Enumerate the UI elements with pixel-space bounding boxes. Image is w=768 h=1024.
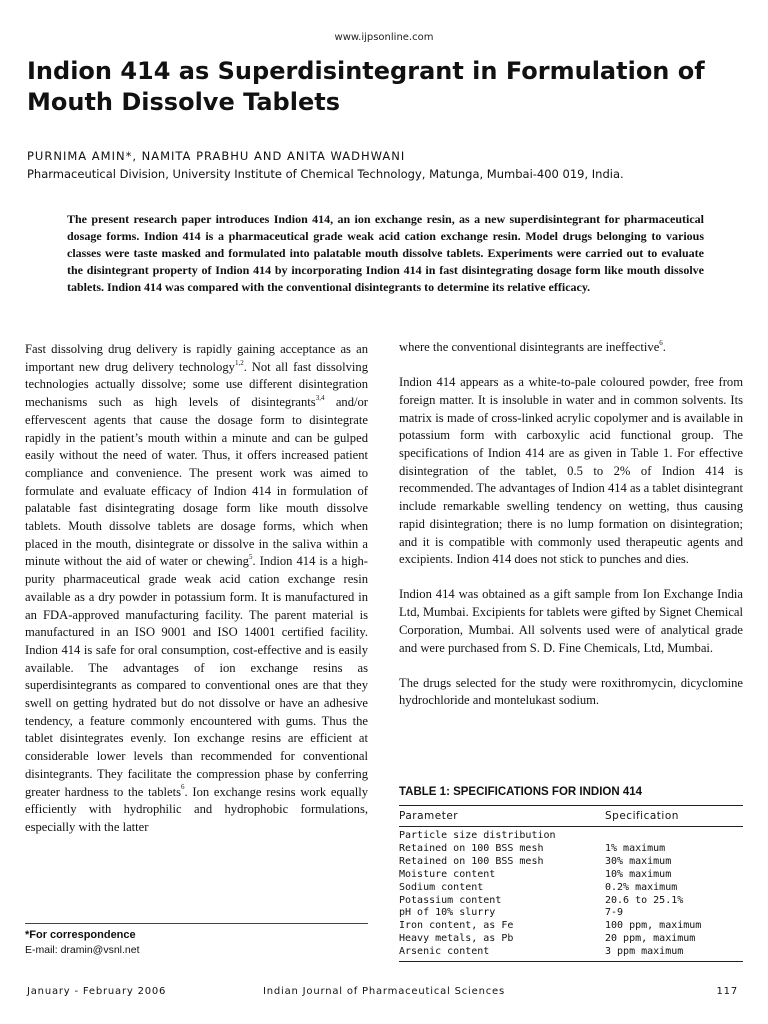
body-column-left [25, 341, 368, 837]
abstract: The present research paper introduces Indion 414, an ion exchange resin, as a new superdisintegrant for pharmaceutical dosage forms. Indion 414 is a pharmaceutical grade weak acid cation exchange resin. Model drugs belonging to various classes were taste masked and formulated into palatable mouth dissolve tablets. Experiments were carried out to evaluate the disintegrant property of Indion 414 by incorporating Indion 414 in fast disintegrating dosage form like mouth dissolve tablets. Indion 414 was compared with the conventional disintegrants to determine its relative efficacy. [67, 212, 704, 294]
body-paragraph: The drugs selected for the study were roxithromycin, dicyclomine hydrochloride and montelukast sodium. [399, 675, 743, 708]
table-row [399, 920, 743, 933]
table-cell: 30% maximum [605, 855, 672, 867]
table-header-row [399, 806, 743, 827]
citation-ref: 5 [248, 553, 253, 562]
table-row [399, 882, 743, 895]
table-cell: Heavy metals, as Pb [399, 933, 514, 945]
table-caption: TABLE 1: SPECIFICATIONS FOR INDION 414 [399, 786, 643, 798]
table-cell: pH of 10% slurry [399, 907, 496, 919]
table-row [399, 827, 743, 843]
author-affiliation: Pharmaceutical Division, University Institute of Chemical Technology, Matunga, Mumbai-400 019, India. [27, 167, 624, 181]
table-cell: Particle size distribution [399, 830, 556, 841]
correspondence-note [25, 923, 368, 956]
body-paragraph: Indion 414 appears as a white-to-pale coloured powder, free from foreign matter. It is insoluble in water and in common solvents. Its matrix is made of cross-linked acrylic copolymer and is available in potassium form with carboxylic acid functional group. The specifications of Indion 414 are as given in Table 1. For effective disintegration of the tablet, 0.5 to 2% of Indion 414 is recommended. The advantages of Indion 414 as a tablet disintegrant include remarkable swelling tendency on wetting, thus causing rapid disintegration; there is no lump formation on disintegration; and it is compatible with commonly used therapeutic agents and excipients. Indion 414 does not stick to punches and dies. [399, 375, 743, 567]
body-paragraph: Indion 414 was obtained as a gift sample from Ion Exchange India Ltd, Mumbai. Excipients for tablets were gifted by Signet Chemical Corporation, Mumbai. All solvents used were of analytical grade and were purchased from S. D. Fine Chemicals, Ltd, Mumbai. [399, 587, 743, 655]
table-row [399, 907, 743, 920]
body-text: Fast dissolving drug delivery is rapidly gaining acceptance as an important new drug delivery technology [25, 342, 368, 374]
table-cell [605, 827, 743, 843]
footer-journal-name: Indian Journal of Pharmaceutical Sciences [263, 986, 505, 997]
column-header-specification: Specification [605, 806, 743, 827]
table-cell: 20.6 to 25.1% [605, 894, 684, 906]
body-text: . Not all fast dissolving technologies actually dissolve; some use different disintegration mechanisms such as high levels of disintegrants [25, 359, 368, 410]
correspondence-label: *For correspondence [25, 929, 136, 941]
table-cell: 100 ppm, maximum [605, 920, 702, 932]
table-cell: Sodium content [399, 881, 484, 893]
article-title: Indion 414 as Superdisintegrant in Formulation of Mouth Dissolve Tablets [27, 57, 705, 116]
table-row [399, 946, 743, 961]
table-cell: 3 ppm maximum [605, 946, 743, 961]
table-row [399, 843, 743, 856]
citation-ref: 3,4 [315, 393, 325, 402]
body-column-right [399, 339, 743, 710]
table-cell: Moisture content [399, 868, 496, 880]
body-paragraph [399, 339, 743, 357]
table-cell: 10% maximum [605, 868, 672, 880]
citation-ref: 6 [181, 783, 185, 792]
table-cell: 20 ppm, maximum [605, 933, 696, 945]
footer-issue-date: January - February 2006 [27, 986, 167, 997]
table-row [399, 895, 743, 908]
table-cell: Iron content, as Fe [399, 920, 514, 932]
table-cell: Retained on 100 BSS mesh [399, 855, 544, 867]
specification-table [399, 805, 743, 962]
table-row [399, 933, 743, 946]
body-text: where the conventional disintegrants are ineffective [399, 340, 660, 354]
table-cell: Potassium content [399, 894, 502, 906]
table-cell: 1% maximum [605, 842, 666, 854]
table-cell: 7-9 [605, 907, 624, 919]
body-text: . [662, 340, 666, 354]
table-cell: Arsenic content [399, 946, 605, 961]
author-list: PURNIMA AMIN*, NAMITA PRABHU AND ANITA WADHWANI [27, 149, 406, 163]
table-row [399, 856, 743, 869]
table-cell: 0.2% maximum [605, 881, 678, 893]
column-header-parameter: Parameter [399, 806, 605, 827]
table-cell: Retained on 100 BSS mesh [399, 842, 544, 854]
body-text: . Ion exchange resins work equally efficiently with hydrophilic and hydrophobic formulations, especially with the latter [25, 784, 368, 834]
body-paragraph [25, 341, 368, 837]
citation-ref: 6 [659, 338, 663, 347]
journal-url: www.ijpsonline.com [334, 32, 434, 43]
body-text: . Indion 414 is a high-purity pharmaceutical grade weak acid cation exchange resin available as a dry powder in potassium form. It is manufactured in an FDA-approved manufacturing facility. The parent material is manufactured in an ISO 9001 and ISO 14001 certified facility. Indion 414 is safe for oral consumption, cost-effective and is easily available. The advantages of ion exchange resins as superdisintegrants as compared to conventional ones are that they swell on getting hydrated but do not dissolve or have an adhesive tendency, a feature commonly encountered with gums. Thus the tablet disintegrates evenly. Ion exchange resins are efficient at considerable lower levels than recommended for conventional disintegrants. They facilitate the compression phase by conferring greater hardness to the tablets [25, 554, 368, 799]
footer-page-number: 117 [716, 986, 738, 997]
citation-ref: 1,2 [234, 358, 244, 367]
body-text: and/or effervescent agents that cause the dosage form to disintegrate rapidly in the patient’s mouth within a minute and can be gulped easily without the need of water. Thus, it offers increased patient compliance and convenience. The present work was aimed to formulate and evaluate efficacy of Indion 414 in formulation of palatable fast disintegrating dosage form like mouth dissolve tablets. Mouth dissolve tablets are dosage forms, which when placed in the mouth, disintegrate or dissolve in the saliva within a minute without the aid of water or chewing [25, 395, 369, 569]
table-row [399, 869, 743, 882]
correspondence-email: E-mail: dramin@vsnl.net [25, 944, 140, 956]
